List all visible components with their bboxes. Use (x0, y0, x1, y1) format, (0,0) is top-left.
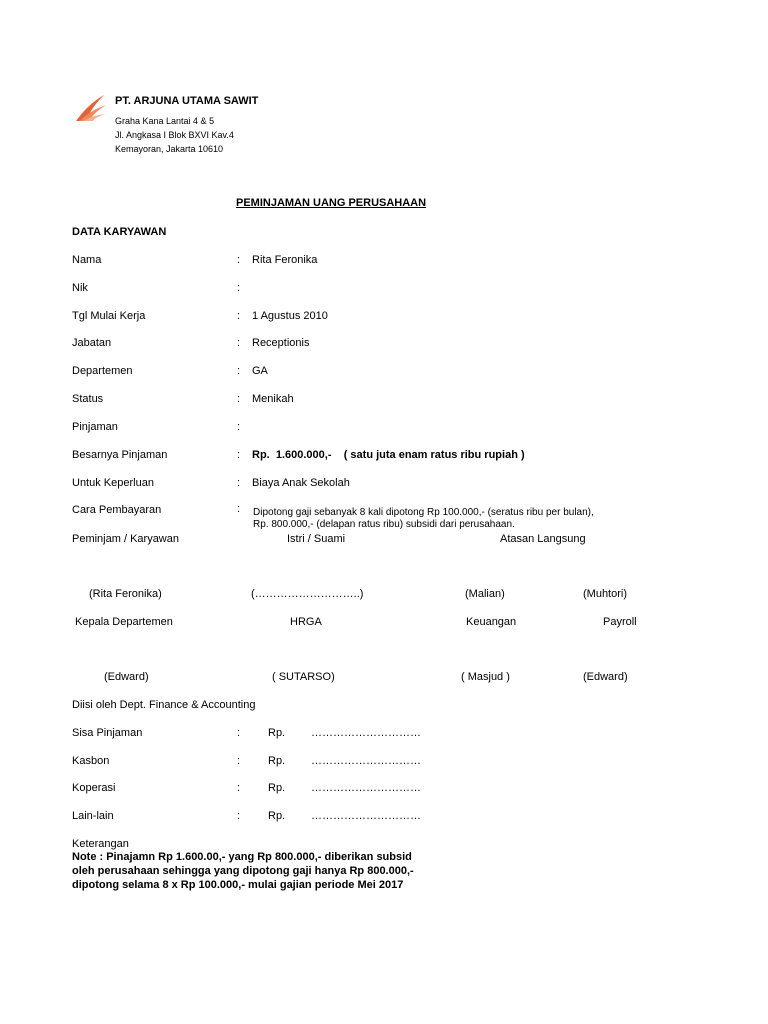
finance-blank: ………………………… (311, 810, 421, 822)
finance-blank: ………………………… (311, 782, 421, 794)
remarks-line: Note : Pinajamn Rp 1.600.00,- yang Rp 800.000,- diberikan subsid (72, 851, 412, 863)
field-label: Nama (72, 254, 102, 266)
field-label: Untuk Keperluan (72, 477, 154, 489)
payment-method-line: Rp. 800.000,- (delapan ratus ribu) subsidi dari perusahaan. (253, 519, 515, 530)
field-label: Nik (72, 282, 88, 294)
finance-currency: Rp. (268, 755, 286, 767)
finance-label: Koperasi (72, 782, 116, 794)
field-value: Rp. 1.600.000,- ( satu juta enam ratus ribu rupiah ) (252, 449, 525, 461)
remarks-line: oleh perusahaan sehingga yang dipotong gaji hanya Rp 800.000,- (72, 865, 414, 877)
signature-role: Keuangan (466, 616, 517, 628)
remarks-line: dipotong selama 8 x Rp 100.000,- mulai gajian periode Mei 2017 (72, 879, 404, 891)
finance-colon: : (237, 810, 241, 822)
finance-label: Lain-lain (72, 810, 114, 822)
signature-name: (Malian) (465, 588, 505, 600)
signature-name: (………………………..) (251, 588, 364, 600)
finance-colon: : (237, 782, 241, 794)
field-colon: : (237, 254, 241, 266)
field-value: Biaya Anak Sekolah (252, 477, 350, 489)
finance-colon: : (237, 755, 241, 767)
remarks-title: Keterangan (72, 838, 129, 850)
finance-currency: Rp. (268, 810, 286, 822)
signature-name: (Rita Feronika) (89, 588, 162, 600)
signature-name: ( Masjud ) (461, 671, 510, 683)
field-colon: : (237, 449, 241, 461)
signature-role: HRGA (290, 616, 322, 628)
field-value: Receptionis (252, 337, 310, 349)
field-label: Departemen (72, 365, 133, 377)
company-address-line: Kemayoran, Jakarta 10610 (115, 144, 224, 154)
field-colon: : (237, 365, 241, 377)
field-value: GA (252, 365, 268, 377)
field-colon: : (237, 337, 241, 349)
field-value: Menikah (252, 393, 294, 405)
field-label: Tgl Mulai Kerja (72, 310, 146, 322)
finance-label: Kasbon (72, 755, 110, 767)
finance-blank: ………………………… (311, 755, 421, 767)
finance-colon: : (237, 727, 241, 739)
signature-role: Payroll (603, 616, 637, 628)
field-label: Status (72, 393, 104, 405)
signature-name: (Muhtori) (583, 588, 628, 600)
field-colon: : (237, 477, 241, 489)
finance-section-title: Diisi oleh Dept. Finance & Accounting (72, 699, 256, 711)
signature-role: Kepala Departemen (75, 616, 173, 628)
signature-name: (Edward) (104, 671, 149, 683)
signature-name: ( SUTARSO) (272, 671, 335, 683)
field-label: Besarnya Pinjaman (72, 449, 168, 461)
field-colon: : (237, 421, 241, 433)
company-address-line: Jl. Angkasa I Blok BXVI Kav.4 (115, 130, 234, 140)
signature-name: (Edward) (583, 671, 628, 683)
finance-currency: Rp. (268, 727, 286, 739)
payment-method-line: Dipotong gaji sebanyak 8 kali dipotong Rp 100.000,- (seratus ribu per bulan), (253, 507, 594, 518)
signature-role: Atasan Langsung (500, 533, 586, 545)
company-address-line: Graha Kana Lantai 4 & 5 (115, 116, 215, 126)
section-title-data-karyawan: DATA KARYAWAN (72, 226, 167, 238)
signature-role: Istri / Suami (287, 533, 346, 545)
field-colon: : (237, 503, 241, 515)
field-label: Cara Pembayaran (72, 504, 162, 516)
field-value: Rita Feronika (252, 254, 318, 266)
field-value: 1 Agustus 2010 (252, 310, 328, 322)
document-title: PEMINJAMAN UANG PERUSAHAAN (236, 197, 427, 209)
signature-role: Peminjam / Karyawan (72, 533, 179, 545)
field-colon: : (237, 282, 241, 294)
field-colon: : (237, 393, 241, 405)
finance-currency: Rp. (268, 782, 286, 794)
finance-label: Sisa Pinjaman (72, 727, 143, 739)
field-label: Jabatan (72, 337, 112, 349)
field-label: Pinjaman (72, 421, 118, 433)
company-logo-icon (74, 93, 108, 123)
company-name: PT. ARJUNA UTAMA SAWIT (115, 95, 259, 107)
field-colon: : (237, 310, 241, 322)
finance-blank: ………………………… (311, 727, 421, 739)
